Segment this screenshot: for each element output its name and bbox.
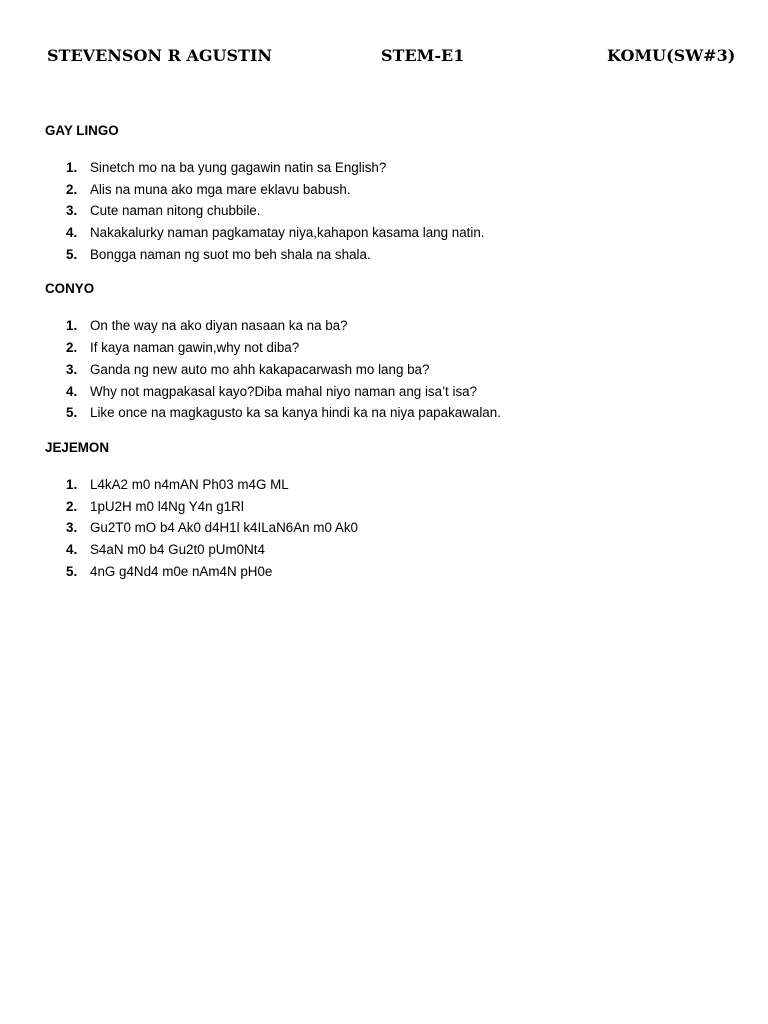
document-body <box>45 122 735 597</box>
list-item <box>45 539 735 561</box>
item-text: L4kA2 m0 n4mAN Ph03 m4G ML <box>90 476 289 492</box>
item-number: 3. <box>66 520 78 536</box>
item-number: 1. <box>66 160 78 175</box>
item-text: If kaya naman gawin,why not diba? <box>90 340 300 356</box>
list-item <box>45 337 735 359</box>
item-text: Cute naman nitong chubbile. <box>90 203 261 219</box>
item-number: 5. <box>66 405 78 421</box>
list-item <box>45 157 735 179</box>
list-item <box>45 496 735 518</box>
item-number: 3. <box>66 361 78 377</box>
item-text: Like once na magkagusto ka sa kanya hindi ka na niya papakawalan. <box>90 405 501 421</box>
list-item <box>45 381 735 403</box>
numbered-list <box>45 157 735 265</box>
item-text: Bongga naman ng suot mo beh shala na shala. <box>90 246 371 262</box>
section-title: GAY LINGO <box>45 123 119 138</box>
item-number: 5. <box>66 246 78 262</box>
document-header <box>0 46 768 70</box>
class-section: STEM-E1 <box>381 46 465 65</box>
section-title: CONYO <box>45 281 95 297</box>
list-item <box>45 179 735 201</box>
item-text: Gu2T0 mO b4 Ak0 d4H1l k4ILaN6An m0 Ak0 <box>90 520 358 536</box>
section-conyo <box>45 280 735 423</box>
item-text: Why not magpakasal kayo?Diba mahal niyo naman ang isa’t isa? <box>90 383 478 399</box>
list-item <box>45 315 735 337</box>
item-number: 1. <box>66 476 78 492</box>
numbered-list <box>45 315 735 423</box>
numbered-list <box>45 474 735 582</box>
list-item <box>45 517 735 539</box>
item-text: Sinetch mo na ba yung gagawin natin sa English? <box>90 160 387 175</box>
list-item <box>45 561 735 583</box>
item-number: 2. <box>66 498 78 514</box>
item-number: 1. <box>66 318 78 334</box>
list-item <box>45 474 735 496</box>
assignment-code: KOMU(SW#3) <box>607 46 736 65</box>
item-text: Nakakalurky naman pagkamatay niya,kahapon kasama lang natin. <box>90 225 485 241</box>
student-name: STEVENSON R AGUSTIN <box>47 46 273 65</box>
list-item <box>45 244 735 266</box>
section-gay-lingo <box>45 122 735 265</box>
item-text: On the way na ako diyan nasaan ka na ba? <box>90 318 348 334</box>
list-item <box>45 359 735 381</box>
item-text: S4aN m0 b4 Gu2t0 pUm0Nt4 <box>90 541 265 557</box>
list-item <box>45 402 735 424</box>
item-number: 5. <box>66 563 78 579</box>
item-text: Ganda ng new auto mo ahh kakapacarwash mo lang ba? <box>90 361 430 377</box>
list-item <box>45 200 735 222</box>
item-text: 1pU2H m0 l4Ng Y4n g1Rl <box>90 498 244 514</box>
item-number: 3. <box>66 203 78 219</box>
section-title: JEJEMON <box>45 439 109 455</box>
list-item <box>45 222 735 244</box>
item-number: 4. <box>66 541 78 557</box>
item-text: 4nG g4Nd4 m0e nAm4N pH0e <box>90 563 273 579</box>
item-number: 4. <box>66 383 78 399</box>
item-number: 2. <box>66 181 78 197</box>
item-number: 4. <box>66 225 78 241</box>
item-text: Alis na muna ako mga mare eklavu babush. <box>90 181 351 197</box>
item-number: 2. <box>66 340 78 356</box>
section-jejemon <box>45 439 735 582</box>
